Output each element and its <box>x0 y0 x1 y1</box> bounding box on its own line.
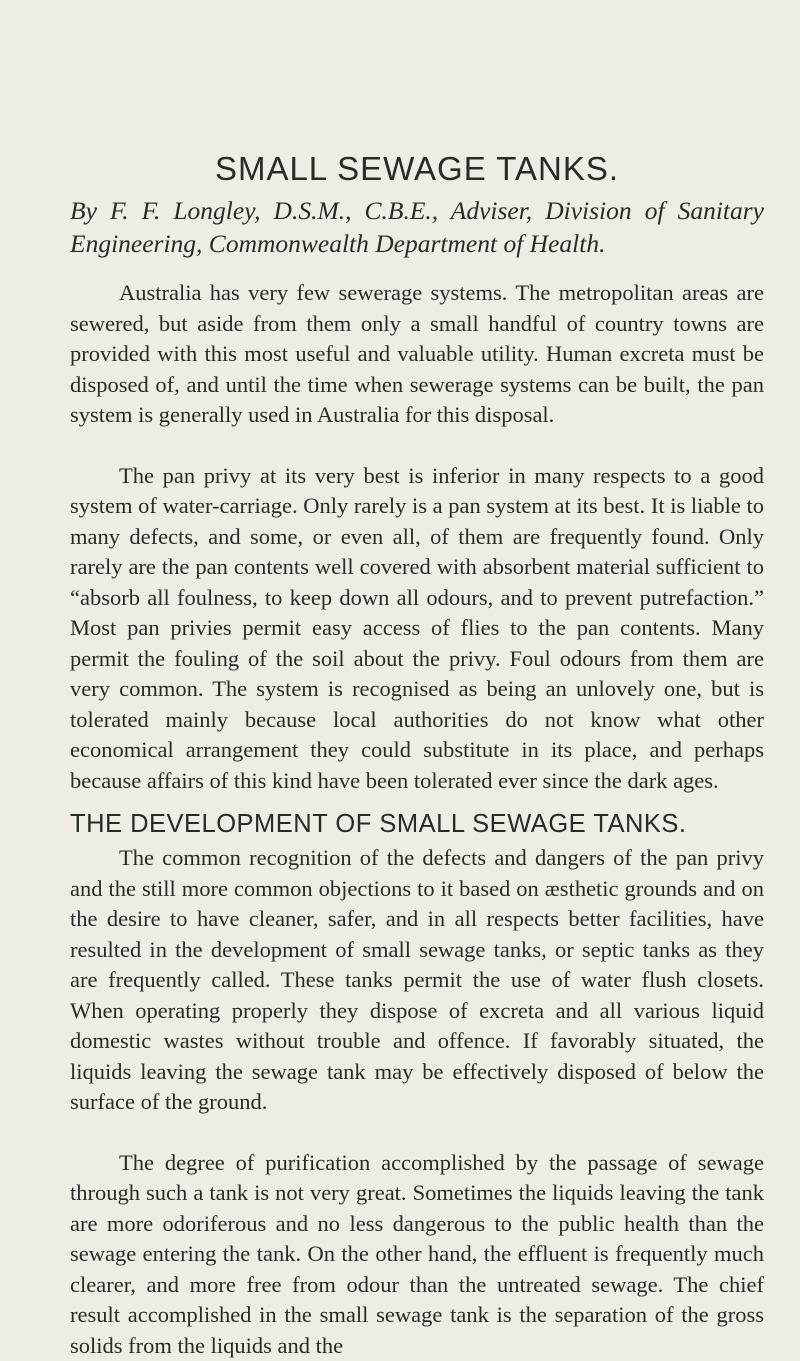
document-title: SMALL SEWAGE TANKS. <box>70 150 764 188</box>
paragraph-spacer <box>70 443 764 461</box>
paragraph-pan-privy: The pan privy at its very best is inferior in many respects to a good system of water-carriage. Only rarely is a pan system at its best. It is liable to many defects, and some, or even all, of them are frequently found. Only rarely are the pan contents well covered with absorbent material sufficient to “absorb all foulness, to keep down all odours, and to prevent putrefaction.” Most pan privies permit easy access of flies to the pan contents. Many permit the fouling of the soil about the privy. Foul odours from them are very common. The system is recognised as being an unlovely one, but is tolerated mainly because local authorities do not know what other economical arrangement they could substitute in its place, and perhaps because affairs of this kind have been tolerated ever since the dark ages. <box>70 461 764 797</box>
author-byline: By F. F. Longley, D.S.M., C.B.E., Adviser, Division of Sanitary Engineering, Commonwealth Department of Health. <box>70 194 764 260</box>
section-heading: THE DEVELOPMENT OF SMALL SEWAGE TANKS. <box>70 810 764 839</box>
paragraph-spacer <box>70 1130 764 1148</box>
paragraph-development: The common recognition of the defects and dangers of the pan privy and the still more common objections to it based on æsthetic grounds and on the desire to have cleaner, safer, and in all respects better facilities, have resulted in the development of small sewage tanks, or septic tanks as they are frequently called. These tanks permit the use of water flush closets. When operating properly they dispose of excreta and all various liquid domestic wastes without trouble and offence. If favorably situated, the liquids leaving the sewage tank may be effectively disposed of below the surface of the ground. <box>70 843 764 1118</box>
paragraph-intro: Australia has very few sewerage systems. The metropolitan areas are sewered, but aside from them only a small handful of country towns are provided with this most useful and valuable utility. Human excreta must be disposed of, and until the time when sewerage systems can be built, the pan system is generally used in Australia for this disposal. <box>70 278 764 431</box>
paragraph-purification: The degree of purification accomplished by the passage of sewage through such a tank is not very great. Sometimes the liquids leaving the tank are more odoriferous and no less dangerous to the public health than the sewage entering the tank. On the other hand, the effluent is frequently much clearer, and more free from odour than the untreated sewage. The chief result accomplished in the small sewage tank is the separation of the gross solids from the liquids and the <box>70 1148 764 1361</box>
